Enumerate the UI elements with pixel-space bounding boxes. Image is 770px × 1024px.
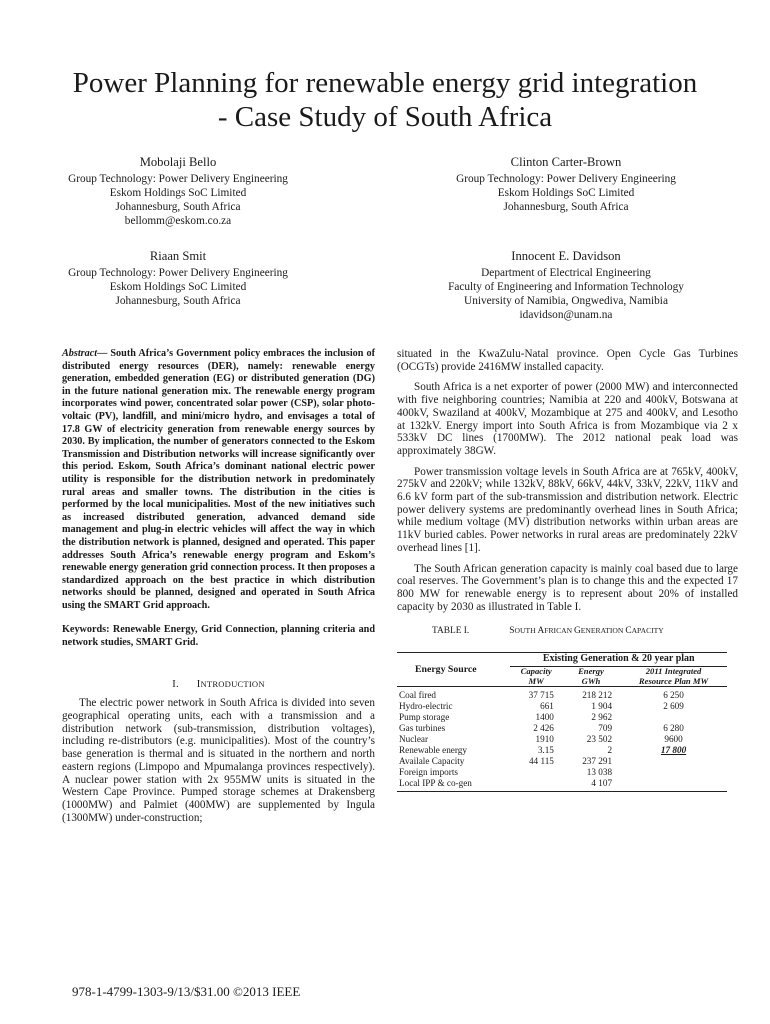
cell-plan — [620, 712, 727, 723]
table-row — [397, 712, 727, 723]
copyright-footer: 978-1-4799-1303-9/13/$31.00 ©2013 IEEE — [72, 984, 301, 999]
cell-source: Availale Capacity — [399, 756, 465, 767]
header-line: Energy — [578, 666, 604, 677]
abstract — [62, 348, 375, 612]
author-email: bellomm@eskom.co.za — [124, 215, 232, 227]
author-email: idavidson@unam.na — [519, 309, 613, 321]
author-block-3 — [18, 249, 338, 308]
author-affiliation: Group Technology: Power Delivery Engineering — [68, 267, 288, 279]
table-caption — [397, 625, 738, 638]
abstract-text: South Africa’s Government policy embraces the inclusion of distributed energy resources (DER), namely: renewable energy generation, embedded generation (EG) or distributed generation (DG) in the future national generation mix. The renewable energy program incorporates wind power, concentrated solar power (CSP), solar photo-voltaic (PV), landfill, and mini/micro hydro, and envisages a total of 17.8 GW of electricity generation from renewable energy sources by 2030. By implication, the number of generators connected to the Eskom Transmission and Distribution networks will increase significantly over this period. Eskom, South Africa’s dominant national electric power utility is responsible for the distribution network in predominately rural areas and smaller towns. The distribution in the cities is performed by the local municipalities. Most of the new initiatives such as increased distributed generation, advanced demand side management and plug-in electric vehicles will affect the way in which the distribution network is planned, designed and operated. This paper addresses South Africa’s renewable energy program and Eskom’s renewable energy generation grid connection process. It then proposes a standardized approach on the best practice in which distribution networks should be planned, designed and operated in South Africa using the SMART Grid approach. — [62, 348, 375, 611]
cell-energy: 2 — [607, 745, 613, 756]
author-affiliation: University of Namibia, Ongwediva, Namibia — [464, 295, 668, 307]
body-paragraph: Power transmission voltage levels in South Africa are at 765kV, 400kV, 275kV and 220kV; while 132kV, 88kV, 66kV, 44kV, 33kV, 22kV, 11kV and 6.6 kV form part of the sub-transmission and distribution network. Electric power delivery systems are predominantly overhead lines in South Africa; while medium voltage (MV) distribution networks within urban areas are 11kV buried cables. Power networks in rural areas are predominately 22kV overhead lines [1]. — [397, 465, 738, 554]
cell-source: Local IPP & co-gen — [397, 778, 510, 792]
cell-source: Nuclear — [399, 734, 429, 745]
author-affiliation: Eskom Holdings SoC Limited — [109, 187, 247, 199]
column-header-energy — [562, 667, 620, 687]
abstract-label: Abstract — [62, 348, 98, 359]
cell-capacity: 1400 — [535, 712, 554, 723]
cell-plan: 6 250 — [663, 690, 684, 701]
cell-plan: 9600 — [664, 734, 683, 745]
cell-plan: 2 609 — [663, 701, 684, 712]
author-name: Mobolaji Bello — [139, 155, 217, 169]
right-column — [397, 348, 738, 792]
intro-paragraph: The electric power network in South Africa is divided into seven geographical operating units, each with a transmission and a distribution network (sub-transmission, distribution voltages), including re-distributors (e.g. municipalities). Most of the country’s base generation is thermal and is situated in the northern and north eastern regions (Limpopo and Mpumalanga provinces respectively). A nuclear power station with 2x 955MW units is situated in the Western Cape Province. Pumped storage schemes at Drakensberg (1000MW) and Palmiet (400MW) are supplemented by Ingula (1300MW) under-construction; — [62, 697, 375, 824]
cell-plan — [620, 767, 727, 778]
author-name: Innocent E. Davidson — [511, 249, 621, 263]
cell-capacity — [510, 778, 561, 792]
header-line: MW — [528, 675, 544, 686]
cell-capacity: 1910 — [535, 734, 554, 745]
cell-source: Pump storage — [399, 712, 450, 723]
generation-capacity-table — [397, 652, 727, 792]
cell-plan — [620, 778, 727, 792]
cell-energy: 709 — [598, 723, 613, 734]
header-line: GWh — [581, 675, 601, 686]
body-paragraph: South Africa is a net exporter of power (2000 MW) and interconnected with five neighboring countries; Namibia at 220 and 400kV, Botswana at 400kV, Swaziland at 400kV, Mozambique at 275 and 400kV, and Lesotho at 132kV. Energy import into South Africa is from Mozambique via 2 x 533kV DC lines (1700MW). The 2012 national peak load was approximately 38GW. — [397, 381, 738, 457]
table-row — [397, 778, 727, 792]
cell-capacity: 37 715 — [528, 690, 554, 701]
author-affiliation: Group Technology: Power Delivery Engineering — [456, 173, 676, 185]
cell-capacity: 2 426 — [533, 723, 554, 734]
table-row — [397, 723, 727, 734]
table-row — [397, 745, 727, 756]
table-label: TABLE I. — [432, 626, 470, 637]
section-number: I. — [172, 678, 179, 690]
table-body — [397, 687, 727, 792]
keywords: Keywords: Renewable Energy, Grid Connection, planning criteria and network studies, SMART Grid. — [62, 624, 375, 649]
section-title-rest: NTRODUCTION — [200, 678, 265, 689]
author-affiliation: Eskom Holdings SoC Limited — [109, 281, 247, 293]
body-paragraph: situated in the KwaZulu-Natal province. Open Cycle Gas Turbines (OCGTs) provide 2416MW installed capacity. — [397, 348, 738, 373]
author-affiliation: Eskom Holdings SoC Limited — [497, 187, 635, 199]
abstract-dash: — — [97, 348, 111, 359]
author-affiliation: Faculty of Engineering and Information Technology — [448, 281, 684, 293]
author-block-2 — [406, 155, 726, 214]
title-line-2: - Case Study of South Africa — [217, 101, 553, 133]
body-paragraph: The South African generation capacity is mainly coal based due to large coal reserves. The Government’s plan is to change this and the expected 17 800 MW for renewable energy is to represent about 20% of installed capacity by 2030 as illustrated in Table I. — [397, 562, 738, 613]
author-name: Riaan Smit — [149, 249, 207, 263]
table-title — [509, 625, 664, 638]
table-row — [397, 687, 727, 702]
author-affiliation: Johannesburg, South Africa — [115, 201, 241, 213]
cell-energy: 2 962 — [591, 712, 613, 723]
table-title-part: ENERATION — [580, 626, 626, 636]
table-title-part: FRICAN — [544, 626, 575, 636]
table-row — [397, 756, 727, 767]
left-column — [62, 348, 375, 824]
cell-plan: 17 800 — [660, 745, 687, 756]
author-block-4 — [406, 249, 726, 322]
cell-source: Gas turbines — [399, 723, 446, 734]
table-title-part: S — [509, 626, 515, 637]
cell-source: Coal fired — [399, 690, 436, 701]
cell-source: Foreign imports — [399, 767, 458, 778]
cell-energy: 1 904 — [591, 701, 613, 712]
cell-capacity: 3.15 — [537, 745, 554, 756]
author-block-1 — [18, 155, 338, 228]
table-title-part: A — [537, 626, 545, 637]
cell-energy: 13 038 — [586, 767, 613, 778]
group-header: Existing Generation & 20 year plan — [510, 653, 727, 667]
author-name: Clinton Carter-Brown — [510, 155, 622, 169]
table-title-part: OUTH — [514, 626, 538, 636]
title-line-1: Power Planning for renewable energy grid integration — [72, 67, 698, 99]
cell-plan — [620, 756, 727, 767]
table-title-part: G — [574, 626, 581, 637]
column-header-source: Energy Source — [397, 653, 510, 687]
author-affiliation: Group Technology: Power Delivery Engineering — [68, 173, 288, 185]
table-title-part: APACITY — [631, 626, 664, 636]
table-title-part: C — [625, 626, 632, 637]
cell-energy: 218 212 — [582, 690, 613, 701]
cell-energy: 4 107 — [562, 778, 620, 792]
header-line: Capacity — [520, 666, 552, 677]
author-affiliation: Johannesburg, South Africa — [503, 201, 629, 213]
section-heading-introduction — [62, 678, 375, 692]
paper-title — [20, 66, 750, 134]
cell-source: Renewable energy — [399, 745, 467, 756]
header-line: 2011 Integrated — [645, 666, 702, 677]
table-row — [397, 734, 727, 745]
section-title-initial: I — [196, 678, 201, 690]
cell-plan: 6 280 — [663, 723, 684, 734]
cell-energy: 23 502 — [586, 734, 613, 745]
cell-capacity — [510, 767, 561, 778]
cell-energy: 237 291 — [582, 756, 613, 767]
cell-capacity: 44 115 — [528, 756, 554, 767]
column-header-plan — [620, 667, 727, 687]
cell-source: Hydro-electric — [399, 701, 453, 712]
table-row — [397, 767, 727, 778]
author-affiliation: Department of Electrical Engineering — [481, 267, 651, 279]
header-line: Resource Plan MW — [638, 675, 709, 686]
column-header-capacity — [510, 667, 561, 687]
cell-capacity: 661 — [540, 701, 554, 712]
author-affiliation: Johannesburg, South Africa — [115, 295, 241, 307]
table-row — [397, 701, 727, 712]
